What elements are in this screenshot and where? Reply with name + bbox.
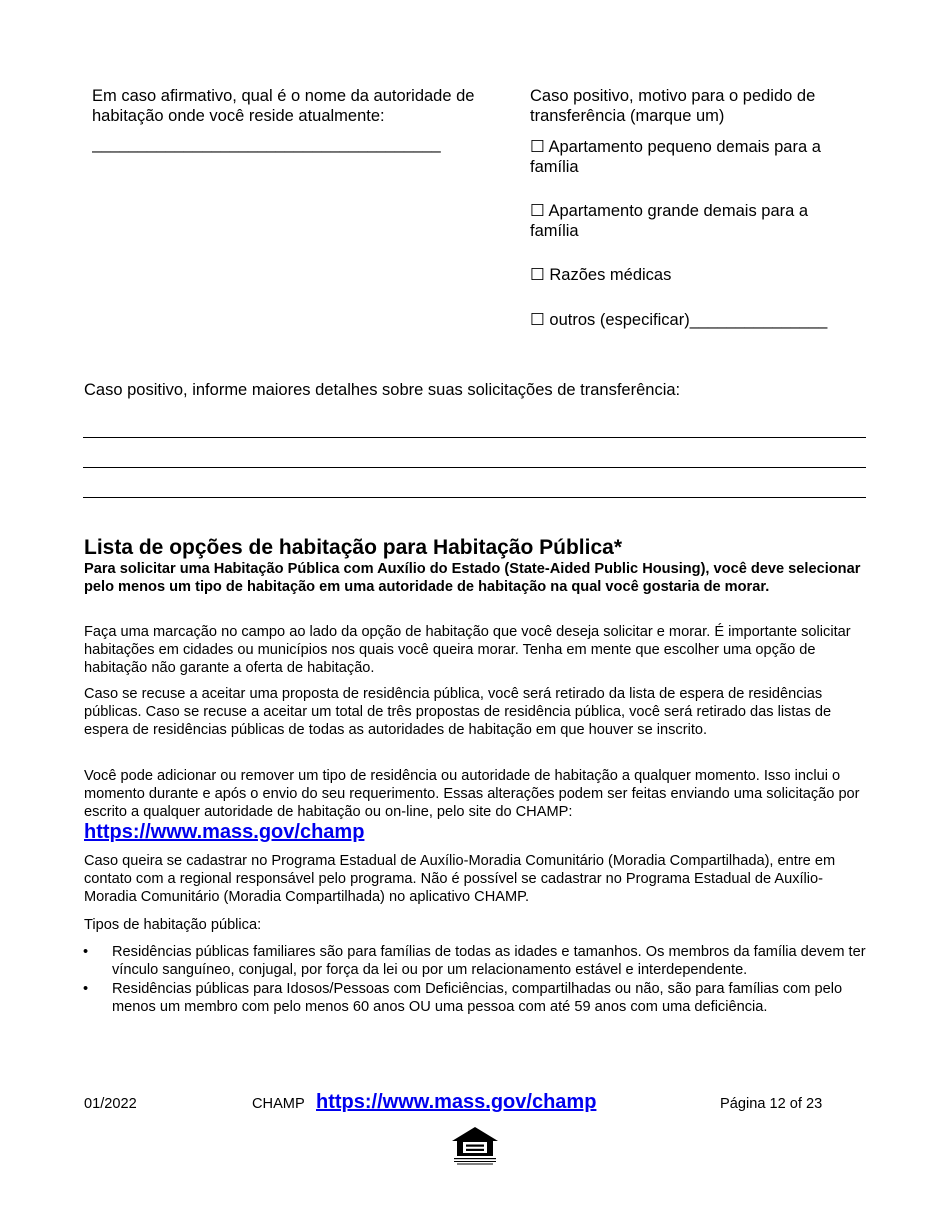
checkbox-icon[interactable]: ☐ bbox=[530, 311, 545, 329]
details-line-1[interactable] bbox=[83, 437, 866, 438]
left-answer-line[interactable]: ______________________________________ bbox=[92, 135, 441, 153]
house-icon bbox=[449, 1125, 501, 1167]
list-item-text: Residências públicas para Idosos/Pessoas com Deficiências, compartilhadas ou não, são para famílias com pelo menos um membro com pelo menos 60 anos OU uma pessoa com até 59 anos com uma deficiência. bbox=[112, 981, 843, 1015]
bullet-icon: • bbox=[83, 981, 89, 997]
details-prompt: Caso positivo, informe maiores detalhes sobre suas solicitações de transferência: bbox=[84, 381, 681, 399]
option-label: Apartamento pequeno demais para a família bbox=[530, 138, 821, 176]
option-medical-reasons[interactable] bbox=[530, 265, 850, 285]
footer-program: CHAMP bbox=[252, 1096, 305, 1112]
paragraph-mark-option: Faça uma marcação no campo ao lado da opção de habitação que você deseja solicitar e morar. É importante solicitar habitações em cidades ou municípios nos quais você queira morar. Tenha em mente que escolher uma opção de habitação não garante a oferta de habitação. bbox=[84, 624, 851, 676]
option-label: Razões médicas bbox=[549, 266, 672, 284]
paragraph-refusal: Caso se recuse a aceitar uma proposta de residência pública, você será retirado da lista de espera de residências públicas. Caso se recuse a aceitar um total de três propostas de residência pública, você será retirado das listas de espera de residências públicas de todas as autoridades de habitação em que houver se inscrito. bbox=[84, 686, 832, 738]
right-question-text: Caso positivo, motivo para o pedido de transferência (marque um) bbox=[530, 87, 816, 125]
housing-types-list bbox=[83, 943, 873, 1017]
bullet-icon: • bbox=[83, 944, 89, 960]
footer-champ-link[interactable]: https://www.mass.gov/champ bbox=[316, 1091, 597, 1113]
details-line-2[interactable] bbox=[83, 467, 866, 468]
list-item-text: Residências públicas familiares são para famílias de todas as idades e tamanhos. Os membros da família devem ter vínculo sanguíneo, conjugal, por força da lei ou por um relacionamento estável e interdependente. bbox=[112, 944, 866, 978]
list-item bbox=[83, 943, 873, 979]
checkbox-icon[interactable]: ☐ bbox=[530, 138, 545, 156]
champ-link[interactable]: https://www.mass.gov/champ bbox=[84, 821, 365, 843]
paragraph-shared-housing: Caso queira se cadastrar no Programa Estadual de Auxílio-Moradia Comunitário (Moradia Compartilhada), entre em contato com a regional responsável pelo programa. Não é possível se cadastrar no Programa Estadual de Auxílio-Moradia Comunitário (Moradia Compartilhada) no aplicativo CHAMP. bbox=[84, 853, 836, 905]
checkbox-icon[interactable]: ☐ bbox=[530, 202, 545, 220]
housing-types-label: Tipos de habitação pública: bbox=[84, 917, 262, 933]
option-label: Apartamento grande demais para a família bbox=[530, 202, 809, 240]
details-line-3[interactable] bbox=[83, 497, 866, 498]
option-apartment-too-small[interactable] bbox=[530, 137, 850, 177]
option-other-specify[interactable] bbox=[530, 310, 860, 330]
paragraph-add-remove: Você pode adicionar ou remover um tipo de residência ou autoridade de habitação a qualquer momento. Isso inclui o momento durante e após o envio do seu requerimento. Essas alterações podem ser feitas enviando uma solicitação por escrito a qualquer autoridade de habitação ou on-line, pelo site do CHAMP: bbox=[84, 768, 860, 820]
checkbox-icon[interactable]: ☐ bbox=[530, 266, 545, 284]
list-item bbox=[83, 980, 873, 1016]
footer-page-number: Página 12 of 23 bbox=[720, 1096, 823, 1112]
equal-housing-logo bbox=[449, 1125, 501, 1167]
section-subtitle: Para solicitar uma Habitação Pública com Auxílio do Estado (State-Aided Public Housing), você deve selecionar pelo menos um tipo de habitação em uma autoridade de habitação na qual você gostaria de morar. bbox=[84, 561, 861, 595]
option-apartment-too-large[interactable] bbox=[530, 201, 850, 241]
option-label: outros (especificar)_______________ bbox=[549, 311, 828, 329]
left-question-text: Em caso afirmativo, qual é o nome da autoridade de habitação onde você reside atualmente: bbox=[92, 87, 475, 125]
section-title: Lista de opções de habitação para Habitação Pública* bbox=[84, 536, 623, 559]
footer-date: 01/2022 bbox=[84, 1096, 137, 1112]
